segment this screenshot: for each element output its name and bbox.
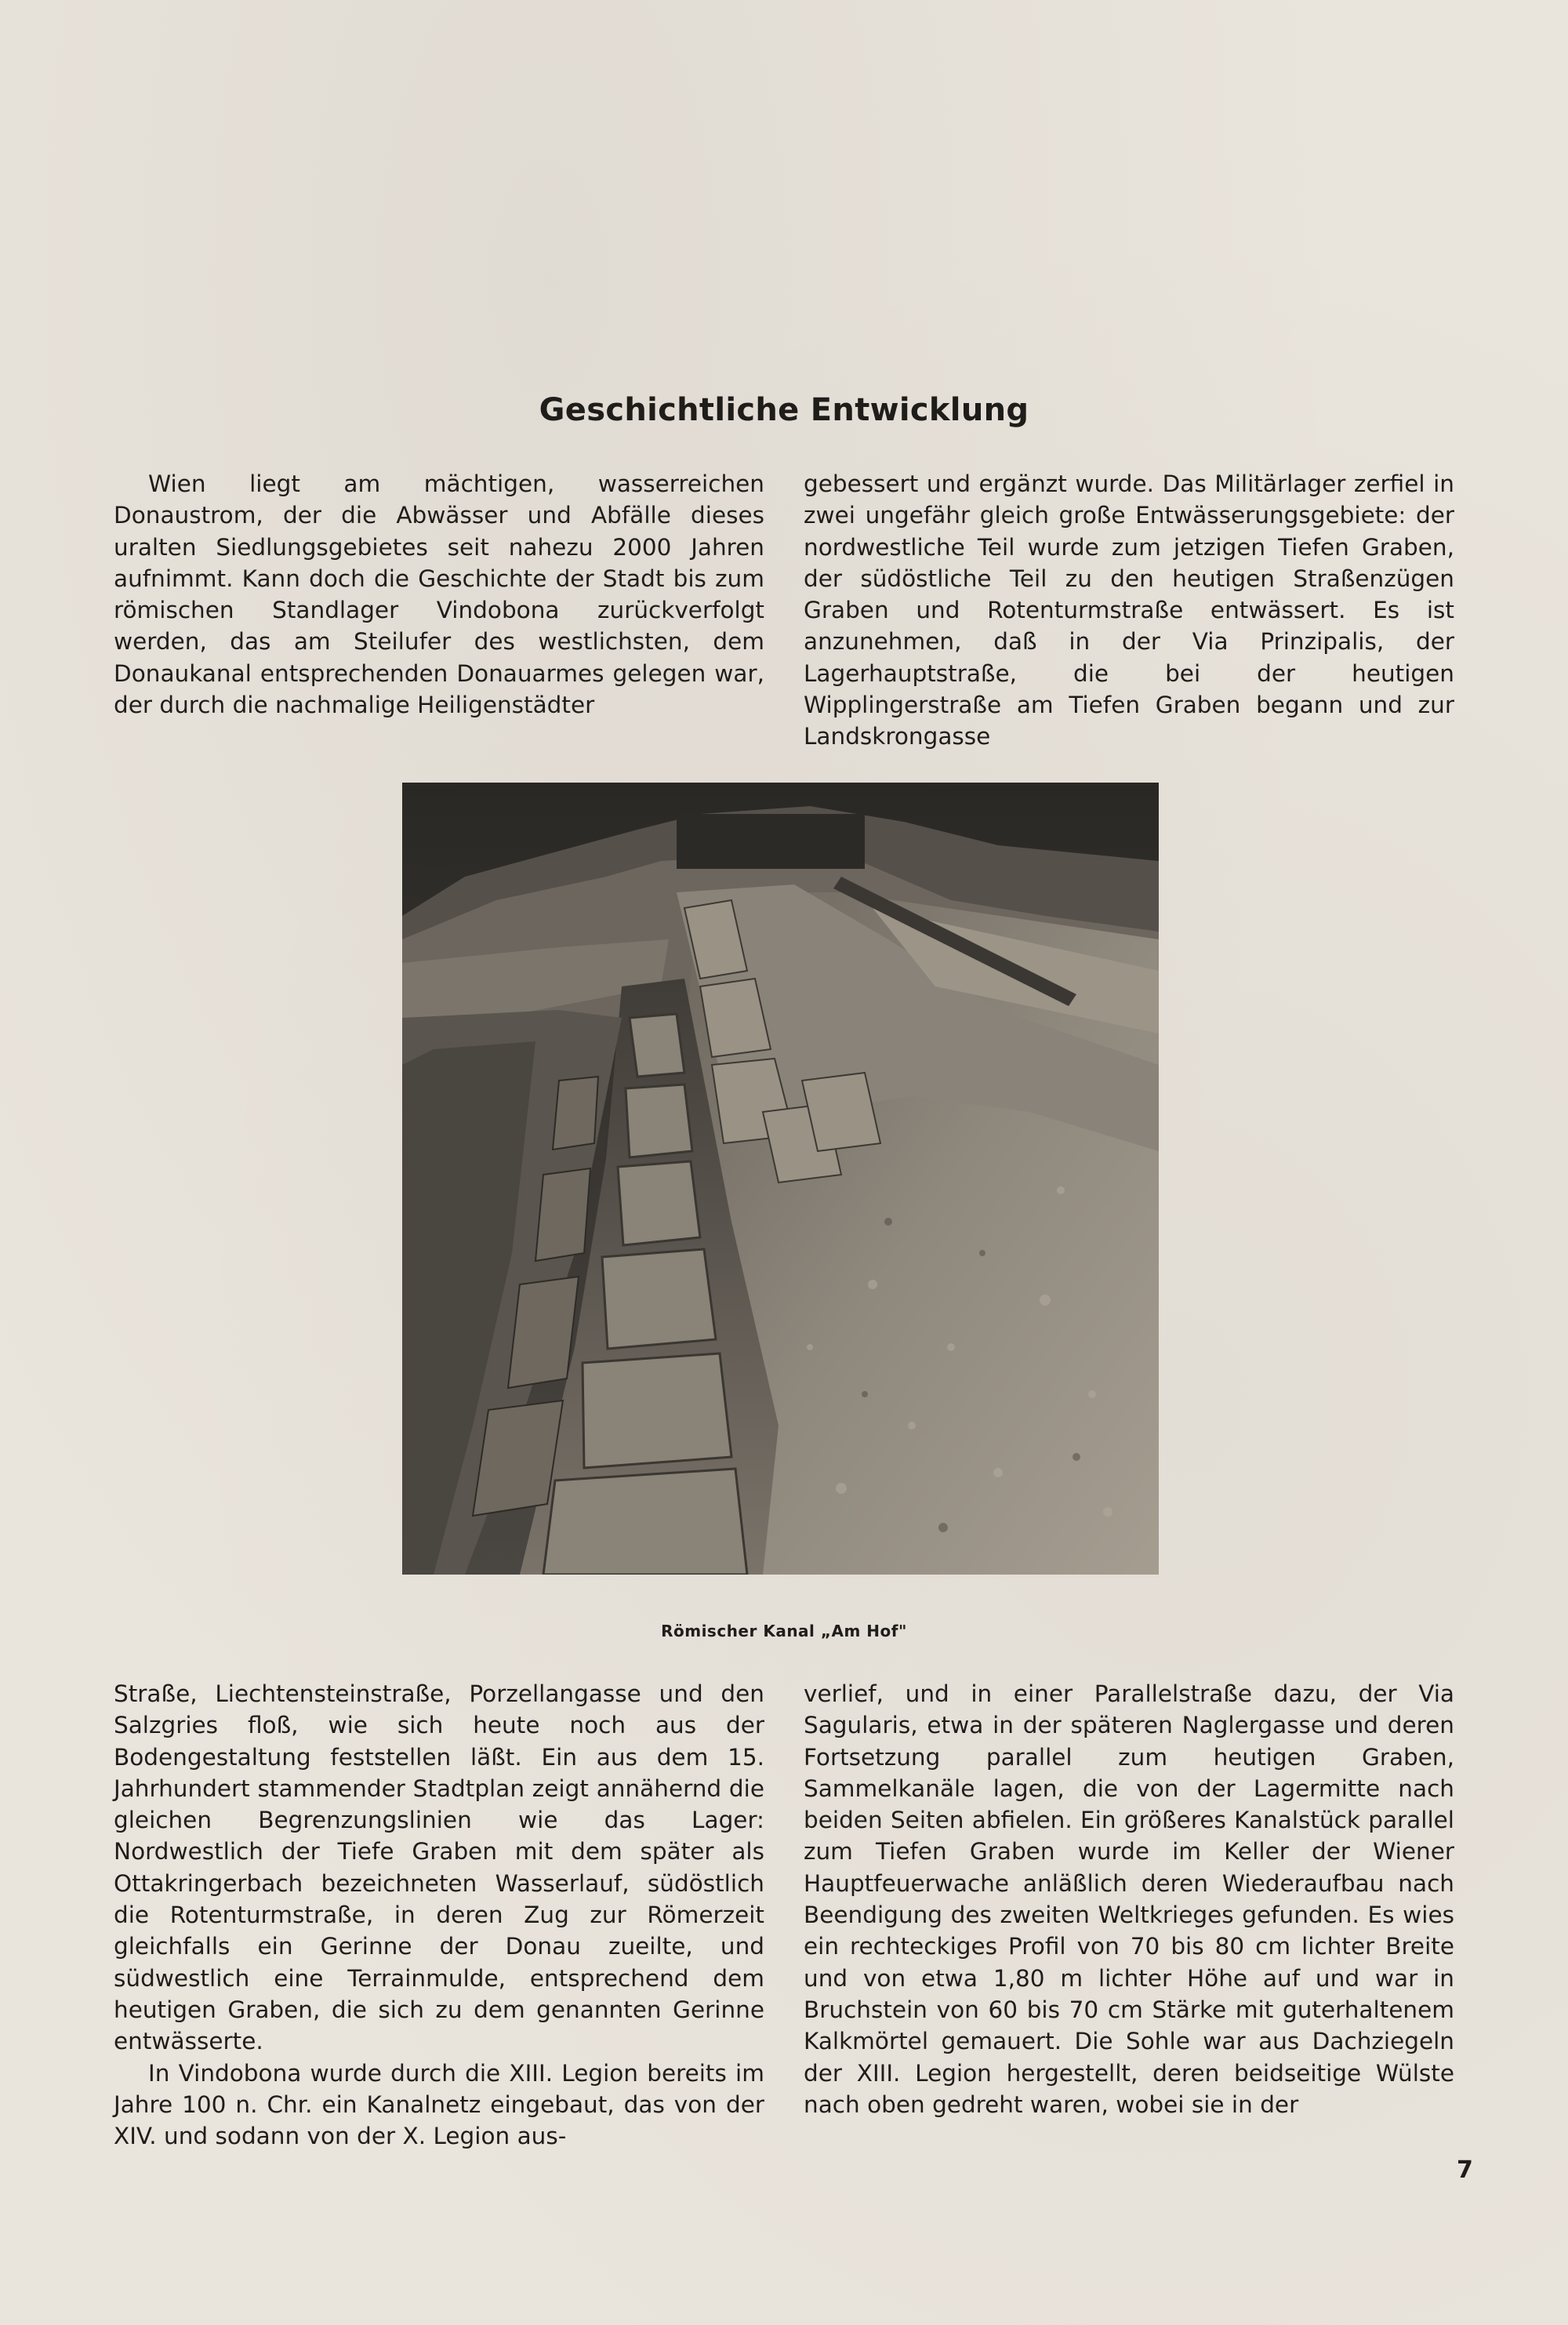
paragraph: Straße, Liechtensteinstraße, Porzellangasse und den Salzgries floß, wie sich heute noch aus der Bodengestaltung feststellen läßt. Ein aus dem 15. Jahrhundert stammender Stadtplan zeigt annähernd die gleichen Begrenzungslinien wie das Lager: Nordwestlich der Tiefe Graben mit dem später als Ottakringerbach bezeichneten Wasserlauf, südöstlich die Rotenturmstraße, in deren Zug zur Römerzeit gleichfalls ein Gerinne der Donau zueilte, und südwestlich eine Terrainmulde, entsprechend dem heutigen Graben, die sich zu dem genannten Gerinne entwässerte. (114, 1680, 764, 2055)
text-column-top-left (114, 468, 764, 721)
text-column-top-right (804, 468, 1454, 753)
text-column-bottom-right (804, 1678, 1454, 2120)
figure-caption: Römischer Kanal „Am Hof" (661, 1622, 907, 1640)
paragraph: verlief, und in einer Parallelstraße dazu, der Via Sagularis, etwa in der späteren Naglergasse und deren Fortsetzung parallel zum heutigen Graben, Sammelkanäle lagen, die von der Lagermitte nach beiden Seiten abfielen. Ein größeres Kanalstück parallel zum Tiefen Graben wurde im Keller der Wiener Hauptfeuerwache anläßlich deren Wiederaufbau nach Beendigung des zweiten Weltkrieges gefunden. Es wies ein rechteckiges Profil von 70 bis 80 cm lichter Breite und von etwa 1,80 m lichter Höhe auf und war in Bruchstein von 60 bis 70 cm Stärke mit guterhaltenem Kalkmörtel gemauert. Die Sohle war aus Dachziegeln der XIII. Legion hergestellt, deren beidseitige Wülste nach oben gedreht waren, wobei sie in der (804, 1680, 1454, 2118)
paragraph: Wien liegt am mächtigen, wasserreichen Donaustrom, der die Abwässer und Abfälle dieses uralten Siedlungsgebietes seit nahezu 2000 Jahren aufnimmt. Kann doch die Geschichte der Stadt bis zum römischen Standlager Vindobona zurückverfolgt werden, das am Steilufer des westlichsten, dem Donaukanal entsprechenden Donauarmes gelegen war, der durch die nachmalige Heiligenstädter (114, 470, 764, 719)
page-number: 7 (1457, 2156, 1473, 2184)
page-title: Geschichtliche Entwicklung (539, 392, 1029, 428)
photo-roman-canal (402, 783, 1159, 1575)
paragraph: gebessert und ergänzt wurde. Das Militärlager zerfiel in zwei ungefähr gleich große Entwässerungsgebiete: der nordwestliche Teil wurde zum jetzigen Tiefen Graben, der südöstliche Teil zu den heutigen Straßenzügen Graben und Rotenturmstraße entwässert. Es ist anzunehmen, daß in der Via Prinzipalis, der Lagerhauptstraße, die bei der heutigen Wipplingerstraße am Tiefen Graben begann und zur Landskrongasse (804, 470, 1454, 750)
text-column-bottom-left (114, 1678, 764, 2152)
paragraph: In Vindobona wurde durch die XIII. Legion bereits im Jahre 100 n. Chr. ein Kanalnetz eingebaut, das von der XIV. und sodann von der X. Legion aus- (114, 2059, 764, 2150)
